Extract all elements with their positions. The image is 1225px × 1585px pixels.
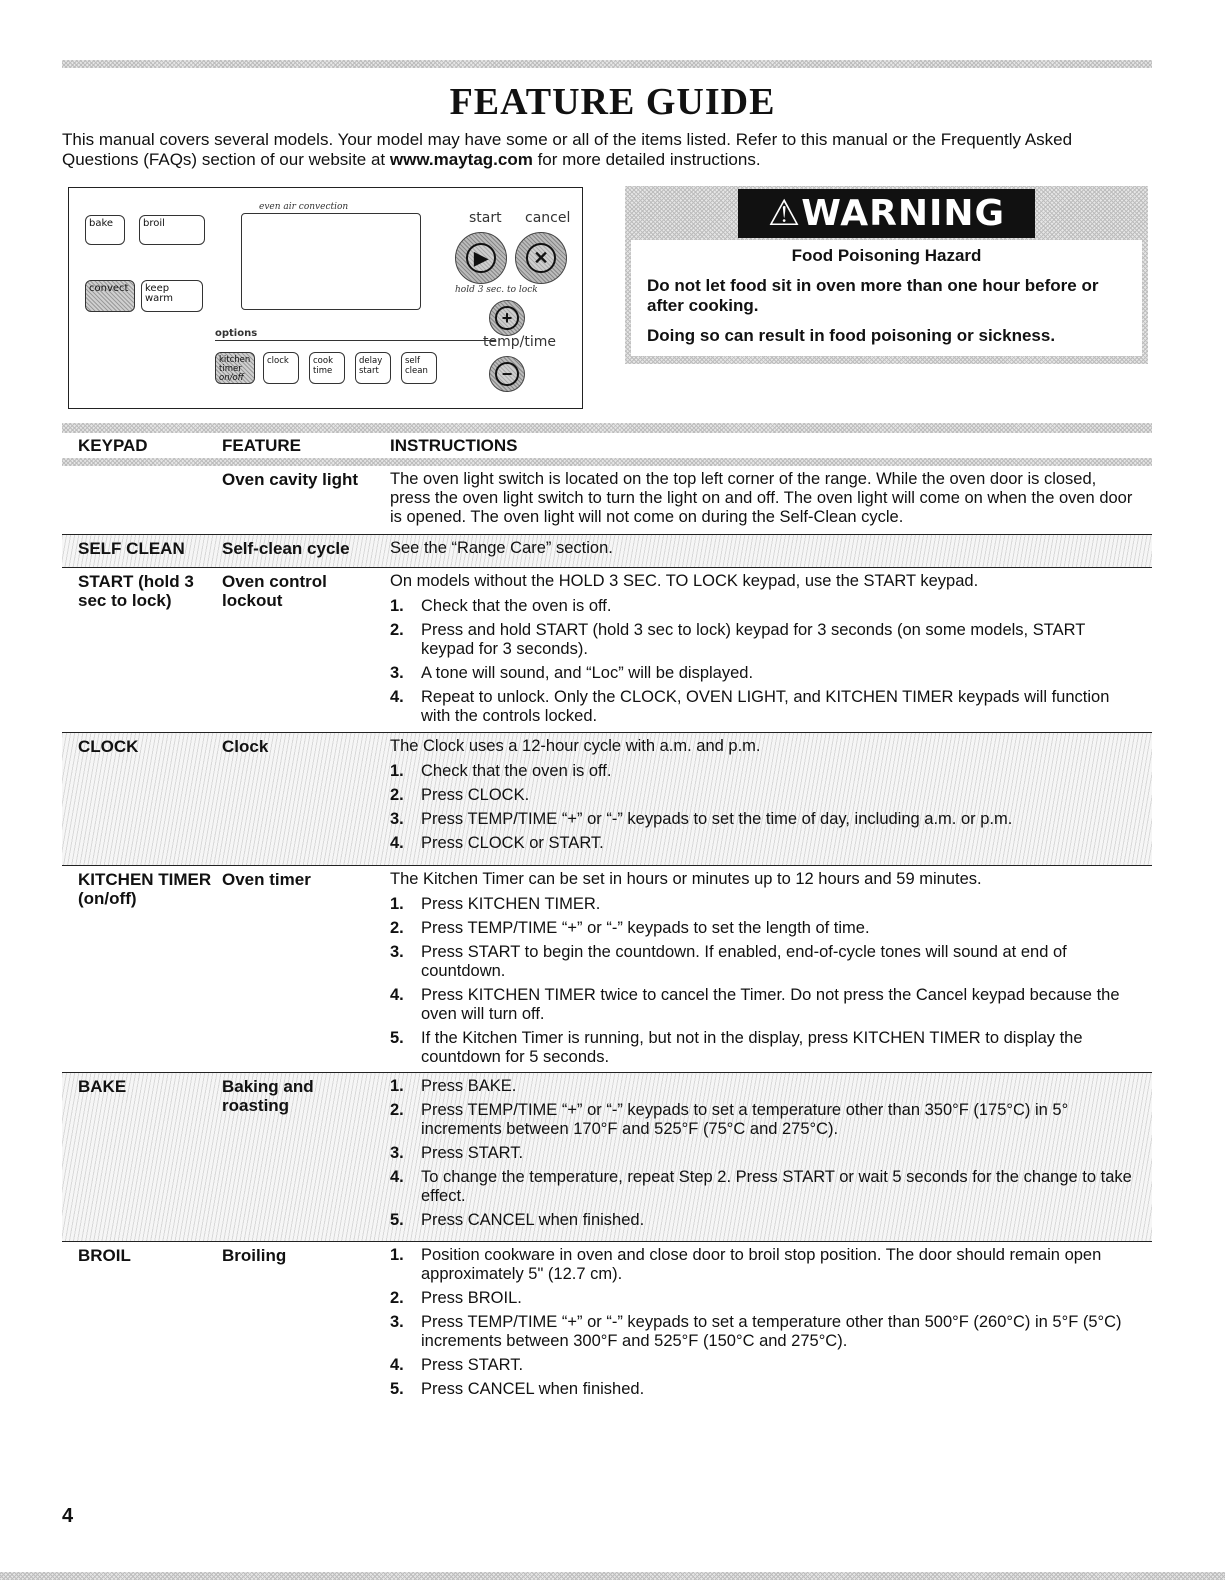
feature-cell: Clock [222, 737, 269, 756]
step-number: 5. [390, 1380, 404, 1398]
bottom-rule [0, 1572, 1225, 1580]
clock-key: clock [263, 352, 299, 384]
warning-box [625, 186, 1148, 364]
step-text: Press START. [421, 1144, 524, 1162]
instruction-intro: The Kitchen Timer can be set in hours or minutes up to 12 hours and 59 minutes. [390, 870, 982, 888]
feature-cell: Oven control lockout [222, 572, 327, 610]
instruction-intro: The oven light switch is located on the top left corner of the range. While the oven door is closed, press the oven light switch to turn the light on and off. The oven light will come on when the oven door is opened. The oven light will not come on during the Self-Clean cycle. [390, 470, 1133, 526]
step-text: If the Kitchen Timer is running, but not in the display, press KITCHEN TIMER to display the countdown for 5 seconds. [421, 1029, 1083, 1066]
instructions-cell [390, 737, 1140, 858]
cancel-x-icon: ✕ [526, 243, 556, 273]
page-number: 4 [62, 1505, 74, 1527]
instruction-step [390, 986, 1140, 1024]
instruction-step [390, 1168, 1140, 1206]
instruction-step [390, 664, 1140, 683]
table-row [62, 1242, 1152, 1412]
step-number: 4. [390, 688, 404, 706]
instruction-intro: On models without the HOLD 3 SEC. TO LOCK keypad, use the START keypad. [390, 572, 979, 590]
instructions-cell [390, 1246, 1140, 1404]
step-text: Press BROIL. [421, 1289, 522, 1307]
step-text: Press CANCEL when finished. [421, 1380, 645, 1398]
step-number: 3. [390, 943, 404, 961]
step-text: Press CANCEL when finished. [421, 1211, 645, 1229]
step-text: Press TEMP/TIME “+” or “-” keypads to set the length of time. [421, 919, 870, 937]
instructions-cell [390, 539, 1140, 562]
instruction-intro: The Clock uses a 12-hour cycle with a.m. and p.m. [390, 737, 761, 755]
feature-cell: Broiling [222, 1246, 287, 1265]
plus-button-illustration [489, 300, 525, 336]
table-row [62, 1073, 1152, 1242]
instructions-cell [390, 572, 1140, 731]
step-number: 2. [390, 621, 404, 639]
step-number: 4. [390, 834, 404, 852]
keypad-cell: BROIL [78, 1246, 131, 1265]
kitchen-timer-key: kitchen timer on/off [215, 352, 255, 384]
play-icon: ▶ [466, 243, 496, 273]
step-number: 5. [390, 1029, 404, 1047]
instruction-intro: See the “Range Care” section. [390, 539, 613, 557]
instruction-step [390, 810, 1140, 829]
step-number: 2. [390, 1289, 404, 1307]
table-row [62, 568, 1152, 733]
start-button-illustration [455, 232, 507, 284]
table-row [62, 733, 1152, 866]
step-text: Press TEMP/TIME “+” or “-” keypads to set the time of day, including a.m. or p.m. [421, 810, 1013, 828]
column-header-feature: FEATURE [222, 436, 302, 455]
step-text: Press START. [421, 1356, 524, 1374]
instruction-step [390, 1289, 1140, 1308]
instruction-step [390, 834, 1140, 853]
step-text: Position cookware in oven and close door to broil stop position. The door should remain open approximately 5" (12.7 cm). [421, 1246, 1102, 1283]
instruction-step [390, 621, 1140, 659]
warning-title: Food Poisoning Hazard [791, 246, 982, 265]
column-header-keypad: KEYPAD [78, 436, 148, 455]
step-text: To change the temperature, repeat Step 2. Press START or wait 5 seconds for the change to take effect. [421, 1168, 1132, 1205]
column-header-instructions: INSTRUCTIONS [390, 436, 518, 455]
step-number: 4. [390, 986, 404, 1004]
step-number: 1. [390, 762, 404, 780]
instruction-step [390, 1077, 1140, 1096]
step-text: Press TEMP/TIME “+” or “-” keypads to set a temperature other than 500°F (260°C) in 5°F (5°C) increments between 300°F and 525°F (150°C and 275°C). [421, 1313, 1122, 1350]
step-text: Check that the oven is off. [421, 762, 612, 780]
instruction-step [390, 597, 1140, 616]
minus-button-illustration [489, 356, 525, 392]
hold-caption: hold 3 sec. to lock [455, 285, 538, 295]
keypad-cell: SELF CLEAN [78, 539, 185, 558]
warning-body [631, 240, 1142, 356]
step-text: Press KITCHEN TIMER. [421, 895, 601, 913]
step-text: Press CLOCK or START. [421, 834, 604, 852]
plus-icon: + [495, 306, 519, 330]
step-number: 1. [390, 895, 404, 913]
instruction-step [390, 1029, 1140, 1067]
instruction-step [390, 895, 1140, 914]
instruction-step [390, 943, 1140, 981]
minus-icon: − [495, 362, 519, 386]
instruction-step [390, 1101, 1140, 1139]
intro-paragraph: This manual covers several models. Your model may have some or all of the items listed. Refer to this manual or the Frequently Asked Questions (FAQs) section of our website at www.maytag.com for more detailed instructions. [62, 130, 1073, 169]
options-rule [215, 340, 495, 341]
table-header-rule [62, 423, 1152, 433]
step-text: Check that the oven is off. [421, 597, 612, 615]
instruction-step [390, 1211, 1140, 1230]
display-caption: even air convection [259, 202, 349, 212]
step-number: 4. [390, 1356, 404, 1374]
bake-key: bake [85, 215, 125, 245]
step-number: 2. [390, 1101, 404, 1119]
instructions-cell [390, 870, 1140, 1072]
instructions-cell [390, 470, 1140, 531]
keep-warm-key: keep warm [141, 280, 203, 312]
table-header-rule-lower [62, 458, 1152, 466]
instruction-step [390, 1144, 1140, 1163]
step-text: Press TEMP/TIME “+” or “-” keypads to set a temperature other than 350°F (175°C) in 5° increments between 170°F and 525°F (75°C and 275°C). [421, 1101, 1069, 1138]
step-text: Press BAKE. [421, 1077, 517, 1095]
step-number: 3. [390, 1313, 404, 1331]
instruction-step [390, 1313, 1140, 1351]
warning-line-2: Doing so can result in food poisoning or sickness. [647, 326, 1056, 345]
step-number: 3. [390, 810, 404, 828]
step-text: Press and hold START (hold 3 sec to lock) keypad for 3 seconds (on some models, START keypad for 3 seconds). [421, 621, 1085, 658]
step-text: Press CLOCK. [421, 786, 530, 804]
convect-key: convect [85, 280, 135, 312]
temp-time-label: temp/time [483, 334, 556, 350]
table-row [62, 866, 1152, 1073]
step-number: 3. [390, 1144, 404, 1162]
instructions-cell [390, 1077, 1140, 1235]
instruction-step [390, 919, 1140, 938]
instruction-step [390, 1246, 1140, 1284]
warning-heading: ⚠WARNING [625, 186, 1148, 240]
instruction-step [390, 762, 1140, 781]
keypad-cell: CLOCK [78, 737, 139, 756]
page-title: FEATURE GUIDE [449, 81, 776, 123]
step-text: Press KITCHEN TIMER twice to cancel the Timer. Do not press the Cancel keypad because the oven will turn off. [421, 986, 1120, 1023]
feature-cell: Oven timer [222, 870, 311, 889]
instruction-step [390, 1380, 1140, 1399]
cook-time-key: cook time [309, 352, 345, 384]
keypad-cell: KITCHEN TIMER (on/off) [78, 870, 212, 908]
feature-cell: Baking and roasting [222, 1077, 314, 1115]
options-label: options [215, 328, 258, 339]
step-number: 1. [390, 1246, 404, 1264]
start-label: start [469, 210, 502, 226]
instruction-step [390, 1356, 1140, 1375]
feature-cell: Self-clean cycle [222, 539, 350, 558]
step-text: A tone will sound, and “Loc” will be displayed. [421, 664, 754, 682]
step-number: 5. [390, 1211, 404, 1229]
step-number: 2. [390, 786, 404, 804]
self-clean-key: self clean [401, 352, 437, 384]
step-number: 4. [390, 1168, 404, 1186]
feature-cell: Oven cavity light [222, 470, 359, 489]
instruction-step [390, 786, 1140, 805]
step-text: Press START to begin the countdown. If enabled, end-of-cycle tones will sound at end of countdown. [421, 943, 1067, 980]
table-row [62, 535, 1152, 568]
step-number: 1. [390, 1077, 404, 1095]
step-number: 3. [390, 664, 404, 682]
cancel-label: cancel [525, 210, 571, 226]
top-rule [62, 60, 1152, 68]
instruction-step [390, 688, 1140, 726]
table-row [62, 466, 1152, 535]
step-number: 1. [390, 597, 404, 615]
broil-key: broil [139, 215, 205, 245]
keypad-cell: START (hold 3 sec to lock) [78, 572, 194, 610]
delay-start-key: delay start [355, 352, 391, 384]
warning-line-1: Do not let food sit in oven more than one hour before or after cooking. [647, 276, 1099, 315]
step-number: 2. [390, 919, 404, 937]
step-text: Repeat to unlock. Only the CLOCK, OVEN LIGHT, and KITCHEN TIMER keypads will function with the controls locked. [421, 688, 1110, 725]
cancel-button-illustration [515, 232, 567, 284]
keypad-cell: BAKE [78, 1077, 127, 1096]
website-link[interactable]: www.maytag.com [389, 150, 533, 169]
display-window [241, 213, 421, 310]
control-panel-illustration [68, 187, 583, 409]
